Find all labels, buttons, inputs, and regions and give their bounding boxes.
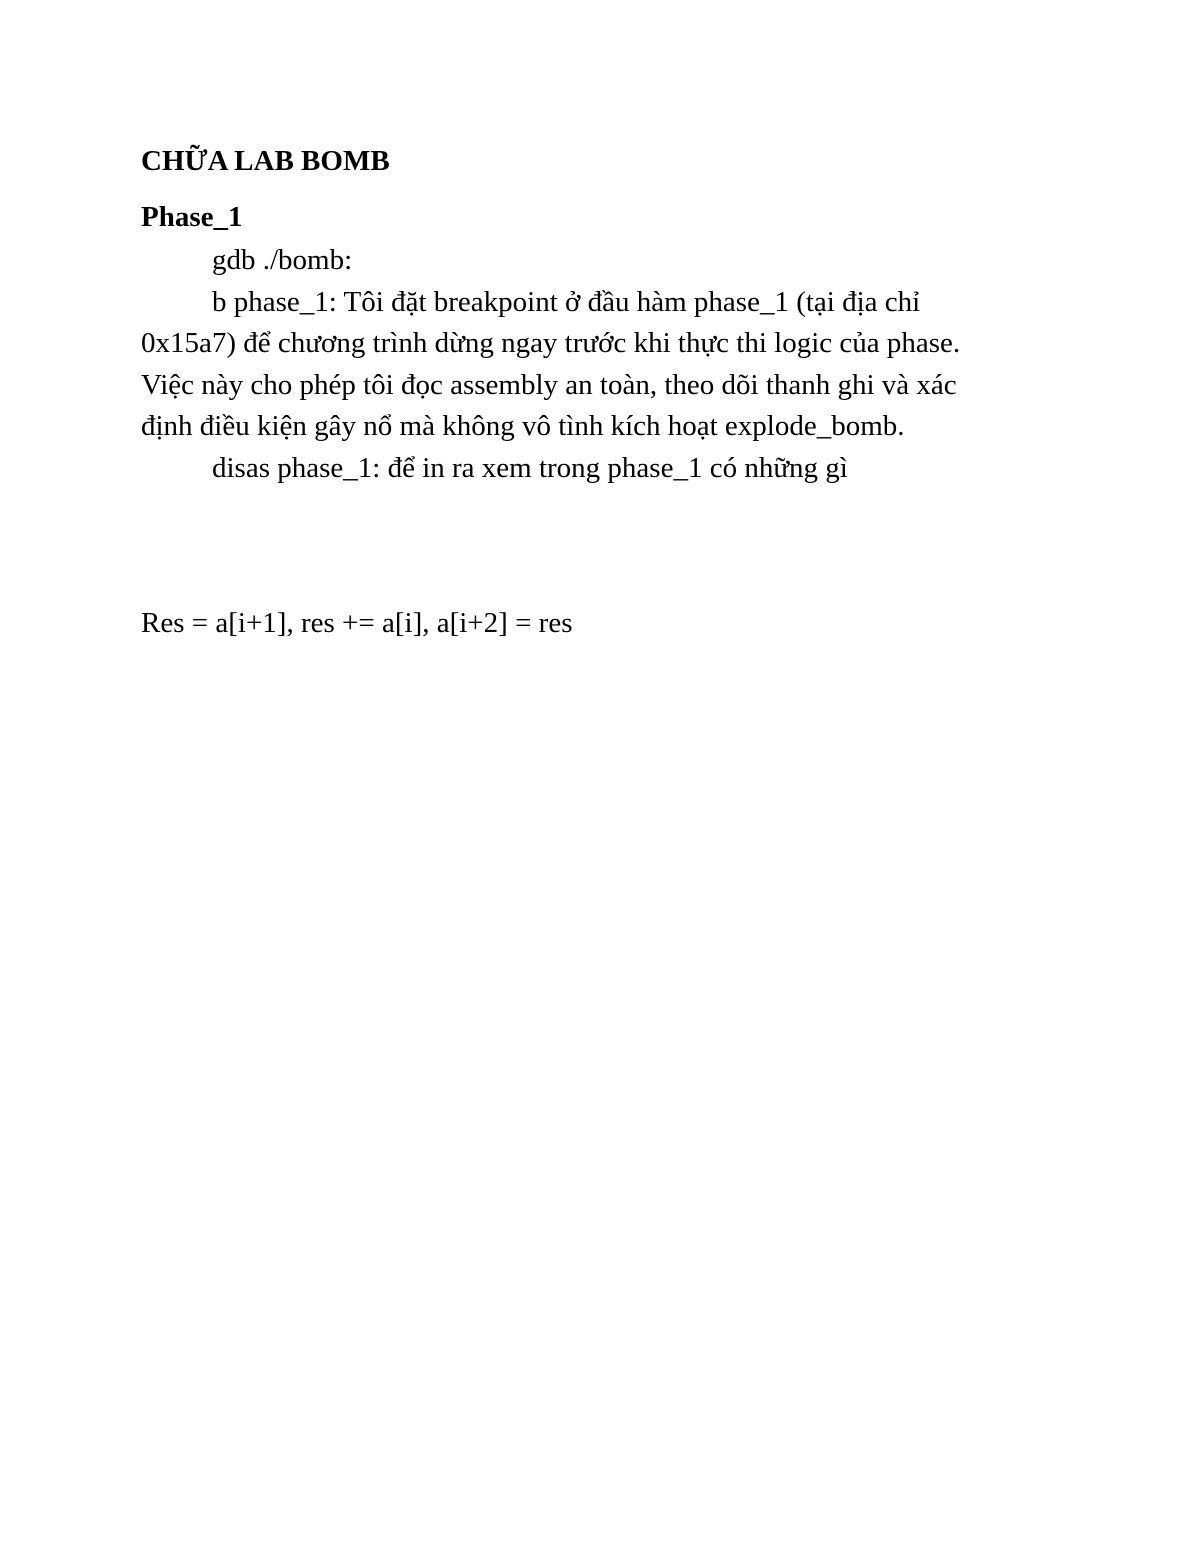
document-title: CHỮA LAB BOMB bbox=[141, 145, 390, 177]
formula-line: Res = a[i+1], res += a[i], a[i+2] = res bbox=[141, 607, 573, 639]
paragraph-line: định điều kiện gây nổ mà không vô tình kích hoạt explode_bomb. bbox=[141, 410, 905, 442]
document-content bbox=[141, 138, 1041, 489]
command-line-breakpoint: b phase_1: Tôi đặt breakpoint ở đầu hàm phase_1 (tại địa chỉ bbox=[212, 285, 921, 318]
command-line-gdb: gdb ./bomb: bbox=[212, 244, 353, 276]
section-heading: Phase_1 bbox=[141, 201, 243, 233]
paragraph-line: 0x15a7) để chương trình dừng ngay trước khi thực thi logic của phase. bbox=[141, 327, 961, 359]
command-line-disas: disas phase_1: để in ra xem trong phase_1 có những gì bbox=[212, 451, 848, 484]
paragraph-line: Việc này cho phép tôi đọc assembly an toàn, theo dõi thanh ghi và xác bbox=[141, 368, 957, 401]
